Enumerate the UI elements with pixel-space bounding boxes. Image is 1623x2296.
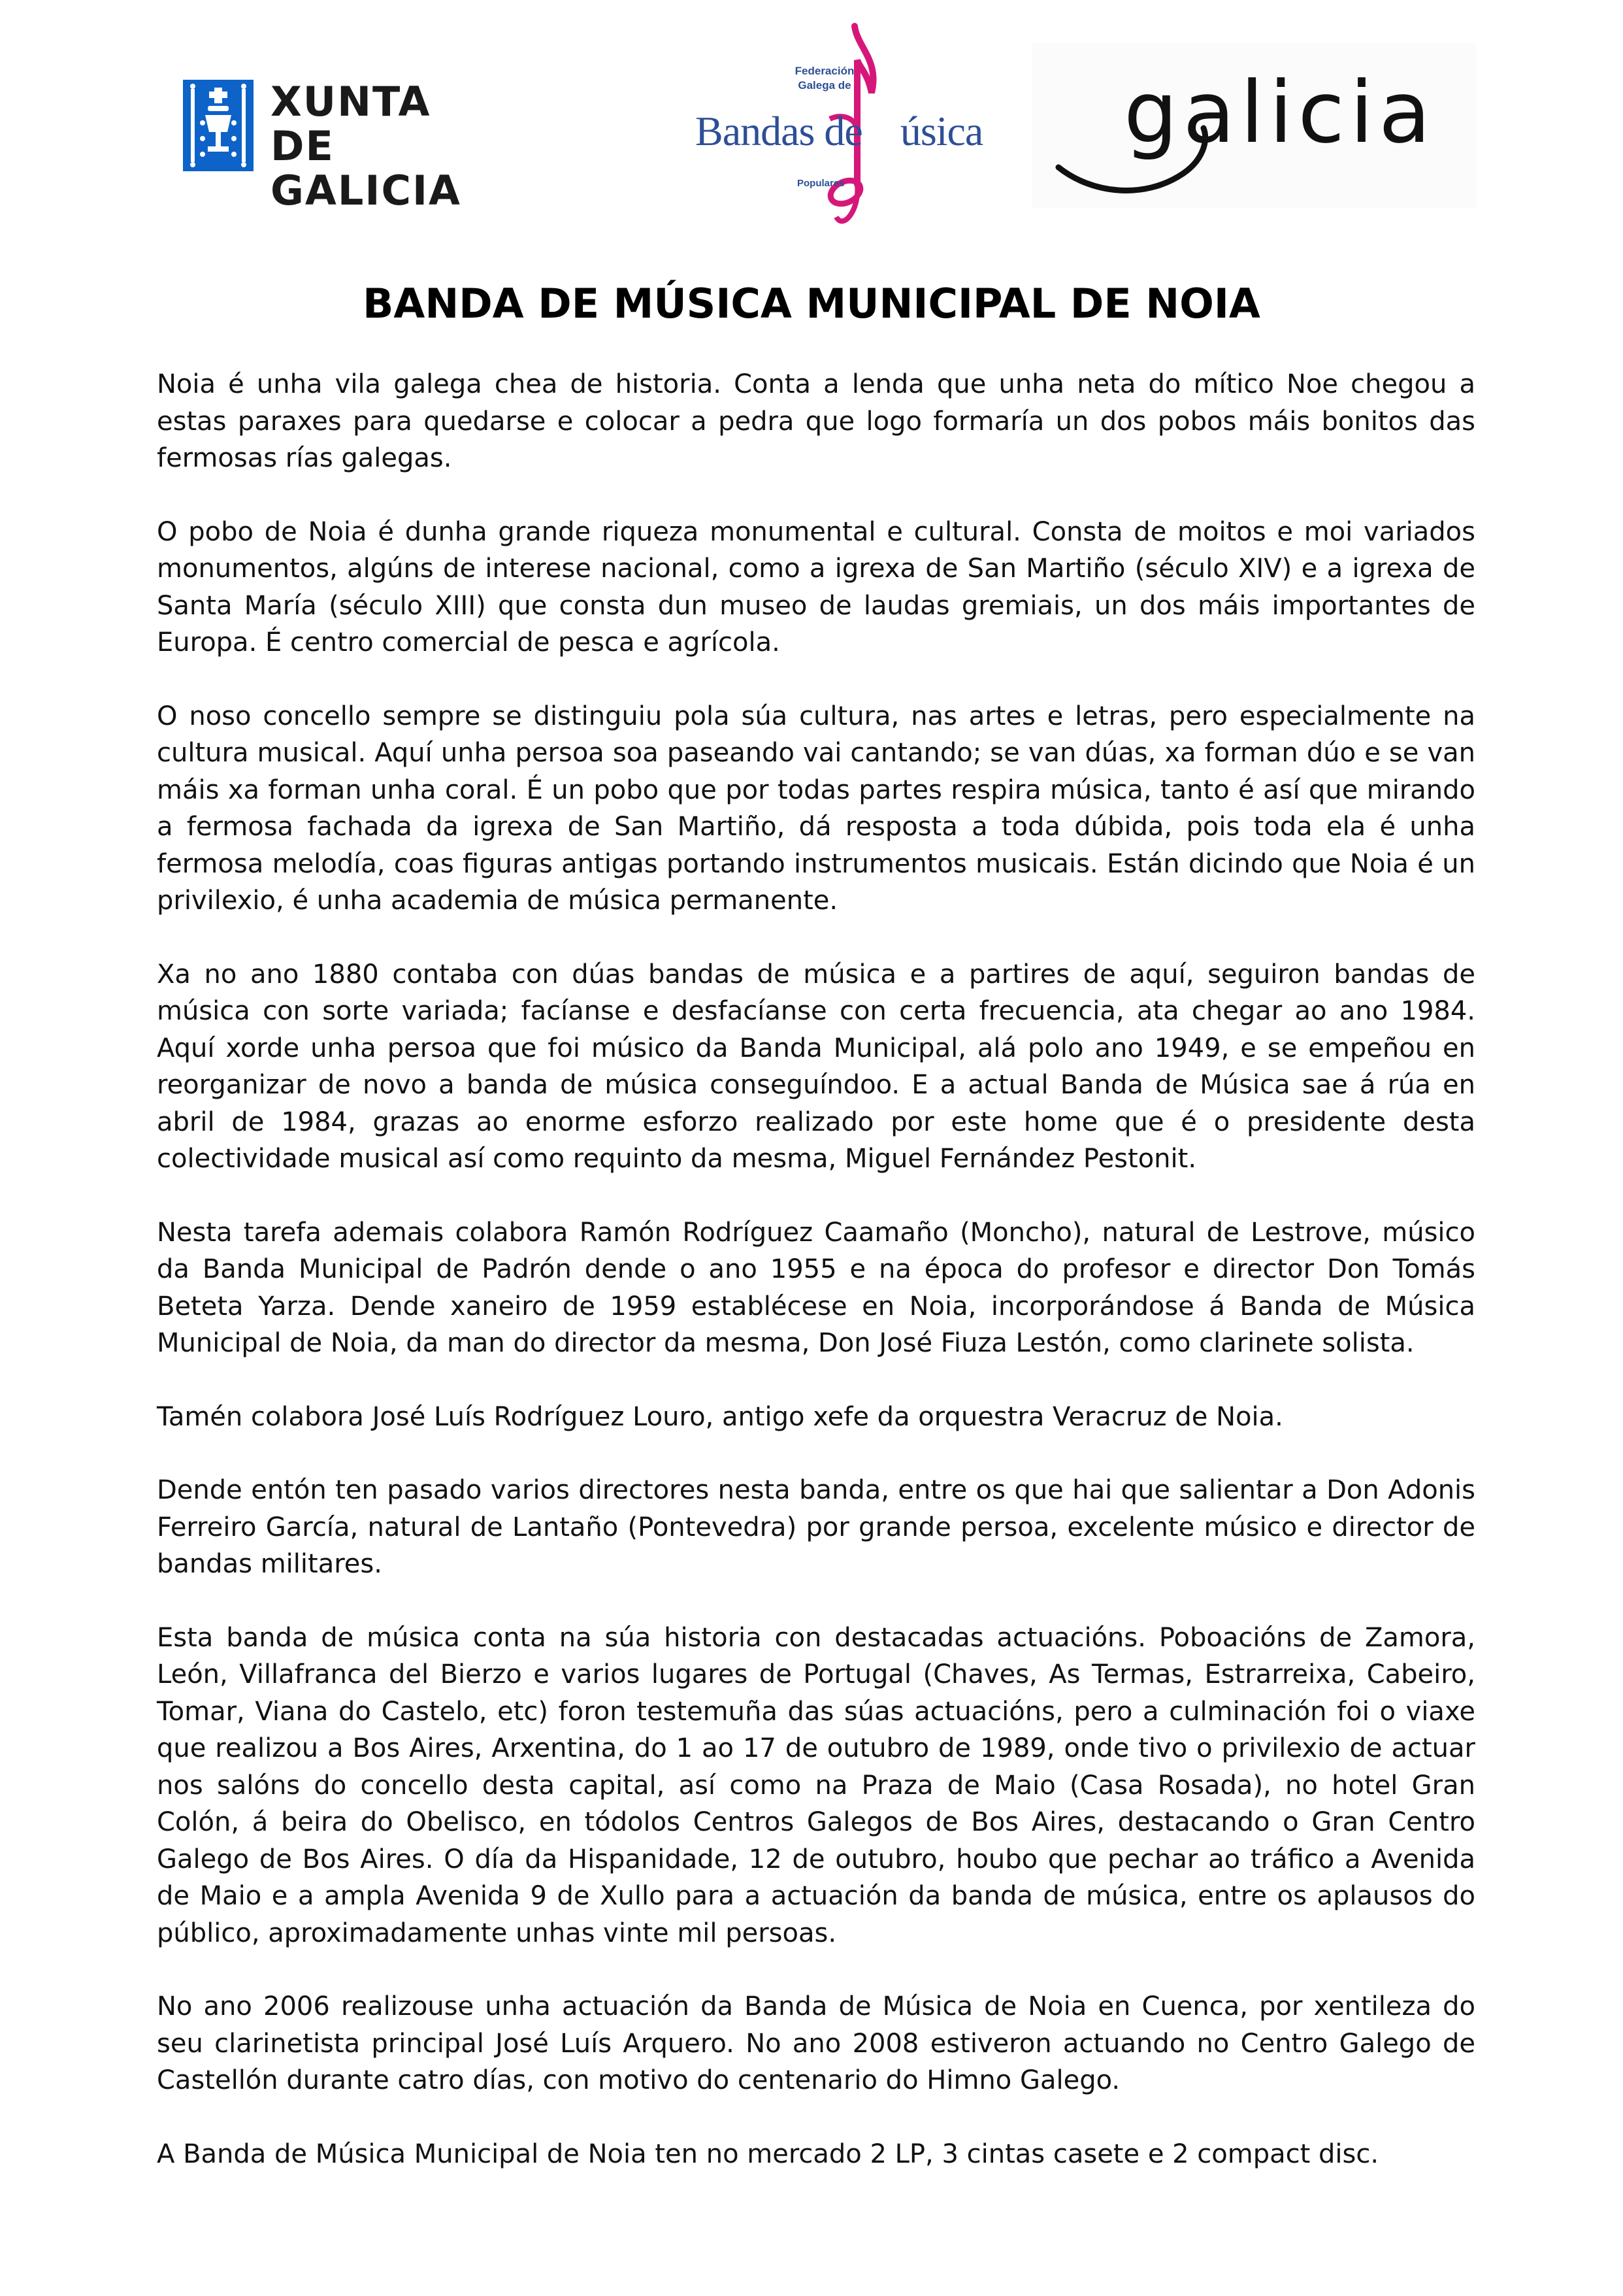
- populares-text: Populares: [797, 178, 845, 189]
- xunta-logo-text: [270, 80, 497, 213]
- galicia-logo-text: galicia: [1124, 63, 1436, 162]
- federacion-line-1: Federación: [795, 65, 855, 77]
- paragraph: Dende entón ten pasado varios directores nesta banda, entre os que hai que salientar a Don Adonis Ferreiro García, natural de Lantaño (Pontevedra) por grande persoa, excelente músico e director de bandas militares.: [157, 1475, 1475, 1579]
- paragraph: O pobo de Noia é dunha grande riqueza monumental e cultural. Consta de moitos e moi variados monumentos, algúns de interese nacional, como a igrexa de San Martiño (século XIV) e a igrexa de Santa María (século XIII) que consta dun museo de laudas gremiais, un dos máis importantes de Europa. É centro comercial de pesca e agrícola.: [157, 516, 1475, 657]
- paragraph: O noso concello sempre se distinguiu pola súa cultura, nas artes e letras, pero especialmente na cultura musical. Aquí unha persoa soa paseando vai cantando; se van dúas, xa forman dúo e se van máis xa forman unha coral. É un pobo que por todas partes respira música, tanto é así que mirando a fermosa fachada da igrexa de San Martiño, dá resposta a toda dúbida, pois toda ela é unha fermosa melodía, coas figuras antigas portando instrumentos musicais. Están dicindo que Noia é un privilexio, é unha academia de música permanente.: [157, 701, 1475, 916]
- paragraph: Tamén colabora José Luís Rodríguez Louro, antigo xefe da orquestra Veracruz de Noia.: [157, 1401, 1283, 1432]
- paragraph: Nesta tarefa ademais colabora Ramón Rodríguez Caamaño (Moncho), natural de Lestrove, músico da Banda Municipal de Padrón dende o ano 1955 e na época do profesor e director Don Tomás Beteta Yarza. Dende xaneiro de 1959 establécese en Noia, incorporándose á Banda de Música Municipal de Noia, da man do director da mesma, Don José Fiuza Lestón, como clarinete solista.: [157, 1217, 1475, 1358]
- paragraph: A Banda de Música Municipal de Noia ten no mercado 2 LP, 3 cintas casete e 2 compact disc.: [157, 2138, 1379, 2169]
- bandas-de-musica-logo: [693, 21, 983, 237]
- document-body: [157, 366, 1475, 2209]
- xunta-line-1: XUNTA: [270, 78, 431, 125]
- musica-label: úsica: [900, 108, 983, 154]
- galicia-logo: [1032, 43, 1477, 208]
- paragraph: No ano 2006 realizouse unha actuación da Banda de Música de Noia en Cuenca, por xentileza do seu clarinetista principal José Luís Arquero. No ano 2008 estiveron actuando no Centro Galego de Castellón durante catro días, con motivo do centenario do Himno Galego.: [157, 1991, 1475, 2095]
- paragraph: Esta banda de música conta na súa historia con destacadas actuacións. Poboacións de Zamora, León, Villafranca del Bierzo e varios lugares de Portugal (Chaves, As Termas, Estrarreixa, Cabeiro, Tomar, Viana do Castelo, etc) foron testemuña das súas actuacións, pero a culminación foi o viaxe que realizou a Bos Aires, Arxentina, do 1 ao 17 de outubro de 1989, onde tivo o privilexio de actuar nos salóns do concello desta capital, así como na Praza de Maio (Casa Rosada), no hotel Gran Colón, á beira do Obelisco, en tódolos Centros Galegos de Bos Aires, destacando o Gran Centro Galego de Bos Aires. O día da Hispanidade, 12 de outubro, houbo que pechar ao tráfico a Avenida de Maio e a ampla Avenida 9 de Xullo para a actuación da banda de música, entre os aplausos do público, aproximadamente unhas vinte mil persoas.: [157, 1622, 1475, 1948]
- paragraph: Xa no ano 1880 contaba con dúas bandas de música e a partires de aquí, seguiron bandas de música con sorte variada; facíanse e desfacíanse con certa frecuencia, ata chegar ao ano 1984. Aquí xorde unha persoa que foi músico da Banda Municipal, alá polo ano 1949, e se empeñou en reorganizar de novo a banda de música conseguíndoo. E a actual Banda de Música sae á rúa en abril de 1984, grazas ao enorme esforzo realizado por este home que é o presidente desta colectividade musical así como requinto da mesma, Miguel Fernández Pestonit.: [157, 959, 1475, 1174]
- xunta-emblem-icon: [183, 80, 254, 171]
- federacion-text: [772, 64, 877, 93]
- document-title: BANDA DE MÚSICA MUNICIPAL DE NOIA: [363, 280, 1260, 327]
- paragraph: Noia é unha vila galega chea de historia. Conta a lenda que unha neta do mítico Noe chegou a estas paraxes para quedarse e colocar a pedra que logo formaría un dos pobos máis bonitos das fermosas rías galegas.: [157, 369, 1475, 473]
- xunta-line-2: DE GALICIA: [270, 122, 462, 214]
- federacion-line-2: Galega de: [798, 79, 851, 92]
- bandas-de-musica-text: [695, 107, 983, 156]
- xunta-de-galicia-logo: [183, 77, 497, 214]
- bandas-de-label: Bandas de: [695, 108, 862, 154]
